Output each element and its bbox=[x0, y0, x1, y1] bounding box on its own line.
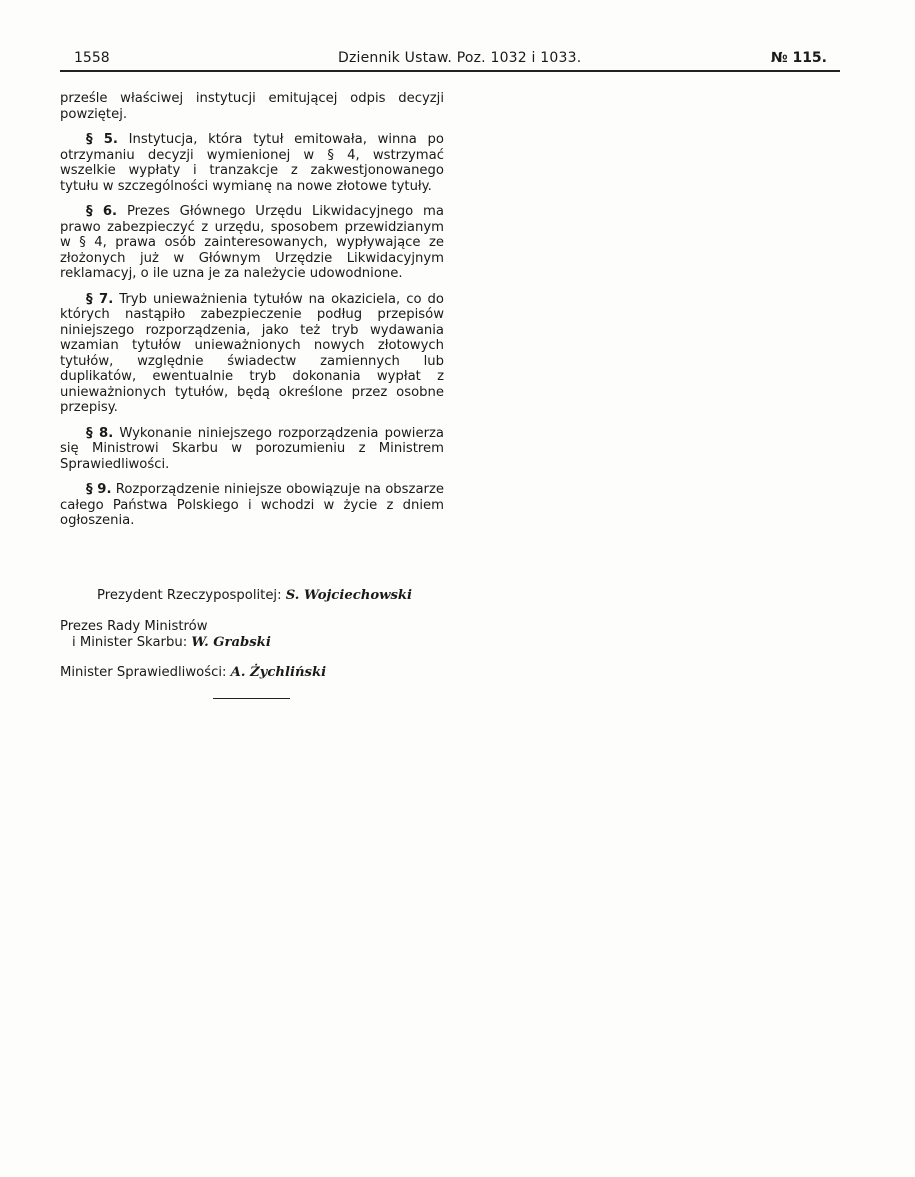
section-mark: § 6. bbox=[86, 204, 118, 219]
paragraph-section-5 bbox=[60, 132, 444, 194]
section-mark: § 9. bbox=[86, 482, 112, 497]
president-name: S. Wojciechowski bbox=[285, 588, 413, 603]
page-header bbox=[60, 50, 835, 72]
text-column bbox=[60, 91, 444, 539]
president-signature bbox=[97, 588, 412, 603]
end-rule bbox=[213, 698, 290, 699]
journal-title: Dziennik Ustaw. Poz. 1032 i 1033. bbox=[338, 50, 582, 66]
prime-minister-signature bbox=[60, 619, 271, 651]
justice-name: A. Żychliński bbox=[230, 665, 327, 680]
pm-label-line-2-row bbox=[60, 635, 271, 651]
issue-number: № 115. bbox=[770, 50, 827, 66]
paragraph-section-8 bbox=[60, 426, 444, 473]
section-mark: § 8. bbox=[86, 425, 114, 441]
paragraph-continuation bbox=[60, 91, 444, 122]
pm-name: W. Grabski bbox=[191, 635, 271, 650]
president-label: Prezydent Rzeczypospolitej: bbox=[97, 588, 282, 603]
paragraph-section-6 bbox=[60, 204, 444, 282]
paragraph-section-7 bbox=[60, 292, 444, 416]
section-mark: § 5. bbox=[86, 132, 118, 147]
header-rule bbox=[60, 70, 840, 72]
paragraph-text: Rozporządzenie niniejsze obowiązuje na obszarze całego Państwa Polskiego i wchodzi w życie z dniem ogłoszenia. bbox=[60, 482, 444, 528]
paragraph-text: Wykonanie niniejszego rozporządzenia powierza się Ministrowi Skarbu w porozumieniu z Ministrem Sprawiedliwości. bbox=[60, 425, 444, 472]
paragraph-text: Prezes Głównego Urzędu Likwidacyjnego ma prawo zabezpieczyć z urzędu, sposobem przewidzianym w § 4, prawa osób zainteresowanych, wypływające ze złożonych już w Głównym Urzędzie Likwidacyjnym reklamacyj, o ile uzna je za należycie udowodnione. bbox=[60, 204, 444, 281]
paragraph-text: prześle właściwej instytucji emitującej odpis decyzji powziętej. bbox=[60, 91, 444, 122]
pm-label-line-2: i Minister Skarbu: bbox=[72, 635, 188, 650]
page-number: 1558 bbox=[74, 50, 110, 66]
paragraph-text: Tryb unieważnienia tytułów na okaziciela, co do których nastąpiło zabezpieczenie podług przepisów niniejszego rozporządzenia, jako też tryb wydawania wzamian tytułów unieważnionych nowych złotowych tytułów, względnie świadectw zamiennych lub duplikatów, ewentualnie tryb dokonania wypłat z unieważnionych tytułów, będą określone przez osobne przepisy. bbox=[60, 291, 444, 415]
justice-label: Minister Sprawiedliwości: bbox=[60, 665, 227, 680]
pm-label-line-1: Prezes Rady Ministrów bbox=[60, 619, 208, 634]
justice-minister-signature bbox=[60, 665, 326, 680]
section-mark: § 7. bbox=[86, 291, 114, 307]
paragraph-section-9 bbox=[60, 482, 444, 529]
paragraph-text: Instytucja, która tytuł emitowała, winna po otrzymaniu decyzji wymienionej w § 4, wstrzymać wszelkie wypłaty i tranzakcje z zakwestjonowanego tytułu w szczególności wymianę na nowe złotowe tytuły. bbox=[60, 132, 444, 194]
